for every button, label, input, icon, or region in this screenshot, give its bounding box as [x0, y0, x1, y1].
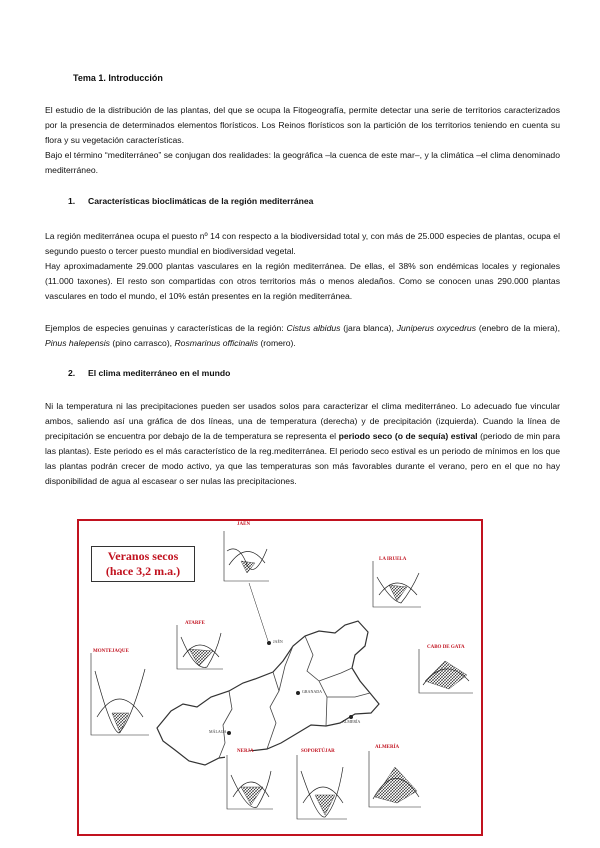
station-label-la-iruela: LA IRUELA: [379, 557, 407, 562]
section-2-bold-term: periodo seco (o de sequía) estival: [338, 431, 478, 441]
diagram-la-iruela: [371, 559, 423, 609]
section-2-number: 2.: [68, 368, 76, 378]
section-2-title: El clima mediterráneo en el mundo: [88, 368, 231, 378]
diagram-atarfe: [175, 623, 225, 671]
diagram-soportujar: [295, 751, 349, 821]
species-pinus: Pinus halepensis: [45, 338, 110, 348]
species-juniperus: Juniperus oxycedrus: [396, 323, 477, 333]
dry-summers-badge: [91, 546, 195, 582]
intro-paragraph-2: Bajo el término “mediterráneo” se conjugan dos realidades: la geográfica –la cuenca de este mar–, y la climática –el clima denominado mediterráneo.: [45, 150, 560, 175]
city-dot-jaen: [267, 641, 271, 645]
diagram-cabo-de-gata: [415, 647, 475, 695]
city-label-granada: GRANADA: [302, 689, 322, 694]
section-2-heading: [68, 368, 230, 378]
species-cistus: Cistus albidus: [286, 323, 341, 333]
station-label-montejaque: MONTEJAQUE: [93, 649, 129, 654]
diagram-montejaque: [87, 651, 153, 737]
station-label-jaen: JAÉN: [237, 522, 251, 527]
section-1-paragraph-1: La región mediterránea ocupa el puesto nº 14 con respecto a la biodiversidad total y, con más de 25.000 especies de plantas, ocupa el segundo puesto o tercer puesto mundial en biodiversidad vegetal.: [45, 231, 560, 256]
diagram-nerja: [225, 751, 275, 811]
badge-line-1: Veranos secos: [107, 549, 179, 563]
section-2-paragraph: [45, 399, 560, 489]
examples-intro: Ejemplos de especies genuinas y características de la región:: [45, 323, 287, 333]
species-juniperus-common: (enebro de la miera),: [476, 323, 560, 333]
species-rosmarinus: Rosmarinus officinalis: [174, 338, 259, 348]
station-label-cabo-de-gata: CABO DE GATA: [427, 645, 465, 650]
diagram-jaen: [221, 529, 271, 641]
section-2-text-a: Ni la temperatura ni las precipitaciones pueden ser usados solos para caracterizar el clima mediterráneo. Lo adecuado fue vincular ambos, saliendo así una gráfica de dos líneas, una de temperatura (derecha) y de precipitación (izquierda). Cuando la línea de precipitación se encuentra por debajo de la de temperatura se representa el: [45, 401, 560, 441]
diagram-almeria: [365, 747, 423, 809]
species-cistus-common: (jara blanca),: [340, 323, 397, 333]
section-2-text-b: (periodo de min para las plantas). Este periodo es el más característico de la reg.mediterránea. El periodo seco estival es un periodo de mínimos en los que las plantas podrán crecer de modo activo, ya que las temperaturas son más favorables durante el verano, pero en el que no hay disponibilidad de agua al escasear o ser nulas las precipitaciones.: [45, 431, 560, 486]
section-1-number: 1.: [68, 196, 76, 206]
city-label-malaga: MÁLAGA: [209, 729, 227, 734]
badge-line-2: (hace 3,2 m.a.): [105, 564, 181, 578]
station-label-atarfe: ATARFE: [185, 621, 205, 626]
section-1-title: Características bioclimáticas de la región mediterránea: [88, 196, 314, 206]
city-label-almeria: ALMERÍA: [342, 719, 361, 724]
station-label-nerja: NERJA: [237, 749, 254, 754]
station-label-almeria: ALMERÍA: [375, 745, 400, 750]
climate-map-figure: [77, 519, 483, 836]
species-examples-paragraph: [45, 321, 560, 351]
city-dot-malaga: [227, 731, 231, 735]
intro-paragraph-1: El estudio de la distribución de las plantas, del que se ocupa la Fitogeografía, permite detectar una serie de territorios caracterizados por la presencia de determinados elementos florísticos. Los Reinos florísticos son la partición de los territorios teniendo en cuenta su flora y su vegetación características.: [45, 105, 560, 145]
city-label-jaen: JAÉN: [273, 639, 283, 644]
station-label-soportujar: SOPORTÚJAR: [301, 749, 335, 754]
city-dot-granada: [296, 691, 300, 695]
page-title: Tema 1. Introducción: [73, 73, 163, 83]
province-borders: [219, 636, 370, 758]
section-1-heading: [68, 196, 313, 206]
species-pinus-common: (pino carrasco),: [109, 338, 175, 348]
section-1-paragraph-2: Hay aproximadamente 29.000 plantas vasculares en la región mediterránea. De ellas, el 38% son endémicas locales y regionales (11.000 taxones). El resto son compartidas con otros territorios más o menos aledaños. Como se conocen unas 290.000 plantas vasculares en todo el mundo, el 10% están presentes en la región mediterránea.: [45, 261, 560, 301]
species-rosmarinus-common: (romero).: [258, 338, 296, 348]
